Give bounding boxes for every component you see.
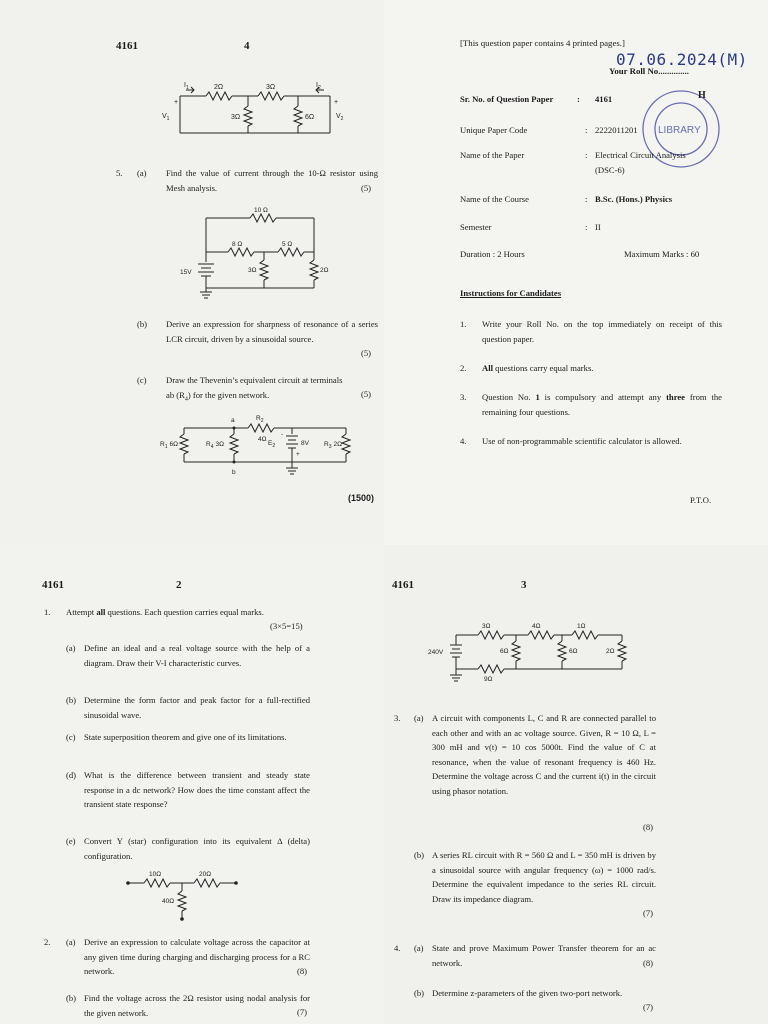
q4b-text: Determine z-parameters of the given two-port network. <box>432 988 623 998</box>
page-number: 4 <box>244 40 250 52</box>
label-240v: 240V <box>428 649 444 656</box>
label-3ohm: 3Ω <box>248 267 257 274</box>
field-paper-code-value: 2222011201 <box>595 125 638 135</box>
q1a-label: (a) <box>66 643 76 653</box>
print-run: (1500) <box>348 493 375 503</box>
page-3 <box>384 545 768 1024</box>
paper-code: 4161 <box>392 579 414 591</box>
instruction-1-num: 1. <box>460 319 467 329</box>
q3b-marks: (7) <box>643 908 654 918</box>
duration: Duration : 2 Hours <box>460 249 525 259</box>
star-configuration-circuit <box>124 871 244 925</box>
label-r-3ohm: 3Ω <box>266 84 276 91</box>
label-plus-right: + <box>334 99 339 106</box>
thevenin-circuit <box>156 412 366 480</box>
q2b-text: Find the voltage across the 2Ω resistor using nodal analysis for the given network. <box>84 993 310 1018</box>
q1d-text: What is the difference between transient and steady state response in a dc network? How does the time constant affect the transient state response? <box>84 770 310 809</box>
paper-code: 4161 <box>116 40 138 52</box>
label-minus: - <box>281 431 284 438</box>
instruction-3-text: Question No. 1 is compulsory and attempt any three from the remaining four questions. <box>482 392 722 417</box>
label-i1: $I_1$ <box>184 82 189 91</box>
handwritten-date: 07.06.2024(M) <box>616 50 748 69</box>
q1c-label: (c) <box>66 732 76 742</box>
field-paper-name-value: Electrical Circuit Analysis <box>595 150 686 160</box>
label-v1: $V_1$ <box>162 113 170 122</box>
field-paper-name-label: Name of the Paper <box>460 150 525 160</box>
page-4 <box>0 0 384 545</box>
instruction-4-num: 4. <box>460 436 467 446</box>
label-shunt-3ohm: 3Ω <box>231 114 241 121</box>
label-shunt-6ohm: 6Ω <box>305 114 315 121</box>
label-10ohm: 10 Ω <box>254 207 268 214</box>
q3b-text: A series RL circuit with R = 560 Ω and L = 350 mH is driven by a sinusoidal source with angular frequency (ω) = 1000 rad/s. Determine the equivalent impedance to the series RL circuit. Draw its impedance diagram. <box>432 850 656 904</box>
page-number: 3 <box>521 579 527 591</box>
two-port-circuit <box>160 78 360 140</box>
field-sr-no-value: 4161 <box>595 94 613 104</box>
label-3ohm: 3Ω <box>482 623 491 630</box>
stamp-library-word: LIBRARY <box>658 125 701 136</box>
q5b-marks: (5) <box>361 348 372 358</box>
q5a-text: Find the value of current through the 10-Ω resistor using Mesh analysis. <box>166 168 378 193</box>
label-r1: $R_1$ 6Ω <box>160 441 178 450</box>
page-2 <box>0 545 384 1024</box>
q2-number: 2. <box>44 937 51 947</box>
instruction-2-num: 2. <box>460 363 467 373</box>
field-sr-no-sep: : <box>577 94 580 104</box>
q4a-text: State and prove Maximum Power Transfer theorem for an ac network. <box>432 943 656 968</box>
label-r-2ohm: 2Ω <box>214 84 224 91</box>
q1a-text: Define an ideal and a real voltage source with the help of a diagram. Draw their V-I characteristic curves. <box>84 643 310 668</box>
q2b-marks: (7) <box>297 1007 308 1017</box>
label-plus-left: + <box>174 99 179 106</box>
paper-code: 4161 <box>42 579 64 591</box>
field-semester-sep: : <box>585 222 588 232</box>
label-plus: + <box>296 451 300 458</box>
label-r2-value: 4Ω <box>258 436 267 443</box>
page-number: 2 <box>176 579 182 591</box>
field-sr-no-set: H <box>698 90 706 101</box>
field-paper-name-value2: (DSC-6) <box>595 165 625 175</box>
field-semester-value: II <box>595 222 601 232</box>
q2a-marks: (8) <box>297 966 308 976</box>
label-r3: $R_3$ 2Ω <box>324 441 342 450</box>
q2b-label: (b) <box>66 993 77 1003</box>
label-4ohm: 4Ω <box>532 623 541 630</box>
label-20ohm: 20Ω <box>199 871 212 878</box>
label-2ohm: 2Ω <box>606 648 615 655</box>
label-9ohm: 9Ω <box>484 676 493 683</box>
q1b-text: Determine the form factor and peak factor for a full-rectified sinusoidal wave. <box>84 695 310 720</box>
label-v2: $V_2$ <box>336 113 344 122</box>
q1e-text: Convert Y (star) configuration into its equivalent Δ (delta) configuration. <box>84 836 310 861</box>
q4b-label: (b) <box>414 988 425 998</box>
q1b-label: (b) <box>66 695 77 705</box>
q5c-text: Draw the Thevenin’s equivalent circuit at terminals ab $(R_4)$ for the given network. <box>166 375 343 403</box>
q1c-text: State superposition theorem and give one of its limitations. <box>84 732 287 742</box>
q3b-label: (b) <box>414 850 425 860</box>
q5-number: 5. <box>116 168 123 178</box>
ladder-circuit <box>422 623 642 687</box>
label-e2: $E_2$ <box>268 440 276 449</box>
q4-number: 4. <box>394 943 401 953</box>
q1d-label: (d) <box>66 770 77 780</box>
instruction-1-text: Write your Roll No. on the top immediately on receipt of this question paper. <box>482 319 722 344</box>
maximum-marks: Maximum Marks : 60 <box>624 249 700 259</box>
label-6ohm-a: 6Ω <box>500 648 509 655</box>
q1e-label: (e) <box>66 836 76 846</box>
q1-instruction: Attempt all questions. Each question carries equal marks. <box>66 607 264 617</box>
label-1ohm: 1Ω <box>577 623 586 630</box>
q5b-label: (b) <box>137 319 148 329</box>
label-5ohm: 5 Ω <box>282 241 293 248</box>
q3a-label: (a) <box>414 713 424 723</box>
label-r2: $R_2$ <box>256 415 264 424</box>
q5a-marks: (5) <box>361 183 372 193</box>
printed-pages-notice: [This question paper contains 4 printed pages.] <box>460 38 625 48</box>
label-r4: $R_4$ 3Ω <box>206 441 224 450</box>
instruction-3-num: 3. <box>460 392 467 402</box>
field-course-value: B.Sc. (Hons.) Physics <box>595 194 673 204</box>
field-paper-name-sep: : <box>585 150 588 160</box>
q1-marks: (3×5=15) <box>270 621 303 631</box>
label-e2-value: 8V <box>301 440 309 447</box>
label-i2: $I_2$ <box>316 82 321 91</box>
field-sr-no-label: Sr. No. of Question Paper <box>460 94 554 104</box>
label-8ohm: 8 Ω <box>232 241 243 248</box>
instructions-heading: Instructions for Candidates <box>460 288 562 298</box>
q4a-label: (a) <box>414 943 424 953</box>
q3-number: 3. <box>394 713 401 723</box>
field-paper-code-sep: : <box>585 125 588 135</box>
q4a-marks: (8) <box>643 958 654 968</box>
roll-number-label: Your Roll No.............. <box>609 66 689 76</box>
q5c-label: (c) <box>137 375 147 385</box>
field-course-sep: : <box>585 194 588 204</box>
field-course-label: Name of the Course <box>460 194 529 204</box>
q3a-marks: (8) <box>643 822 654 832</box>
q2a-text: Derive an expression to calculate voltage across the capacitor at any given time during charging and discharging process for a RC network. <box>84 937 310 976</box>
label-2ohm: 2Ω <box>320 267 329 274</box>
field-paper-code-label: Unique Paper Code <box>460 125 528 135</box>
q3a-text: A circuit with components L, C and R are connected parallel to each other and with an ac voltage source. Given, R = 10 Ω, L = 300 mH and v(t) = 10 cos 5000t. Find the value of C at resonance, when the value of resonant frequency is 460 Hz. Determine the voltage across C and the current i(t) in the circuit using phasor notation. <box>432 713 656 796</box>
field-semester-label: Semester <box>460 222 492 232</box>
label-10ohm: 10Ω <box>149 871 162 878</box>
q5a-label: (a) <box>137 168 147 178</box>
mesh-circuit <box>180 204 340 300</box>
label-40ohm: 40Ω <box>162 898 175 905</box>
terminal-a: a <box>231 417 235 424</box>
instruction-2-text: All questions carry equal marks. <box>482 363 594 373</box>
q5b-text: Derive an expression for sharpness of resonance of a series LCR circuit, driven by a sinusoidal source. <box>166 319 378 344</box>
please-turn-over: P.T.O. <box>690 495 712 505</box>
label-6ohm-b: 6Ω <box>569 648 578 655</box>
q4b-marks: (7) <box>643 1002 654 1012</box>
page-1-cover <box>384 0 768 545</box>
q5c-marks: (5) <box>361 389 372 399</box>
instruction-4-text: Use of non-programmable scientific calculator is allowed. <box>482 436 682 446</box>
label-15v: 15V <box>180 269 192 276</box>
q2a-label: (a) <box>66 937 76 947</box>
terminal-b: b <box>232 469 236 476</box>
q1-number: 1. <box>44 607 51 617</box>
